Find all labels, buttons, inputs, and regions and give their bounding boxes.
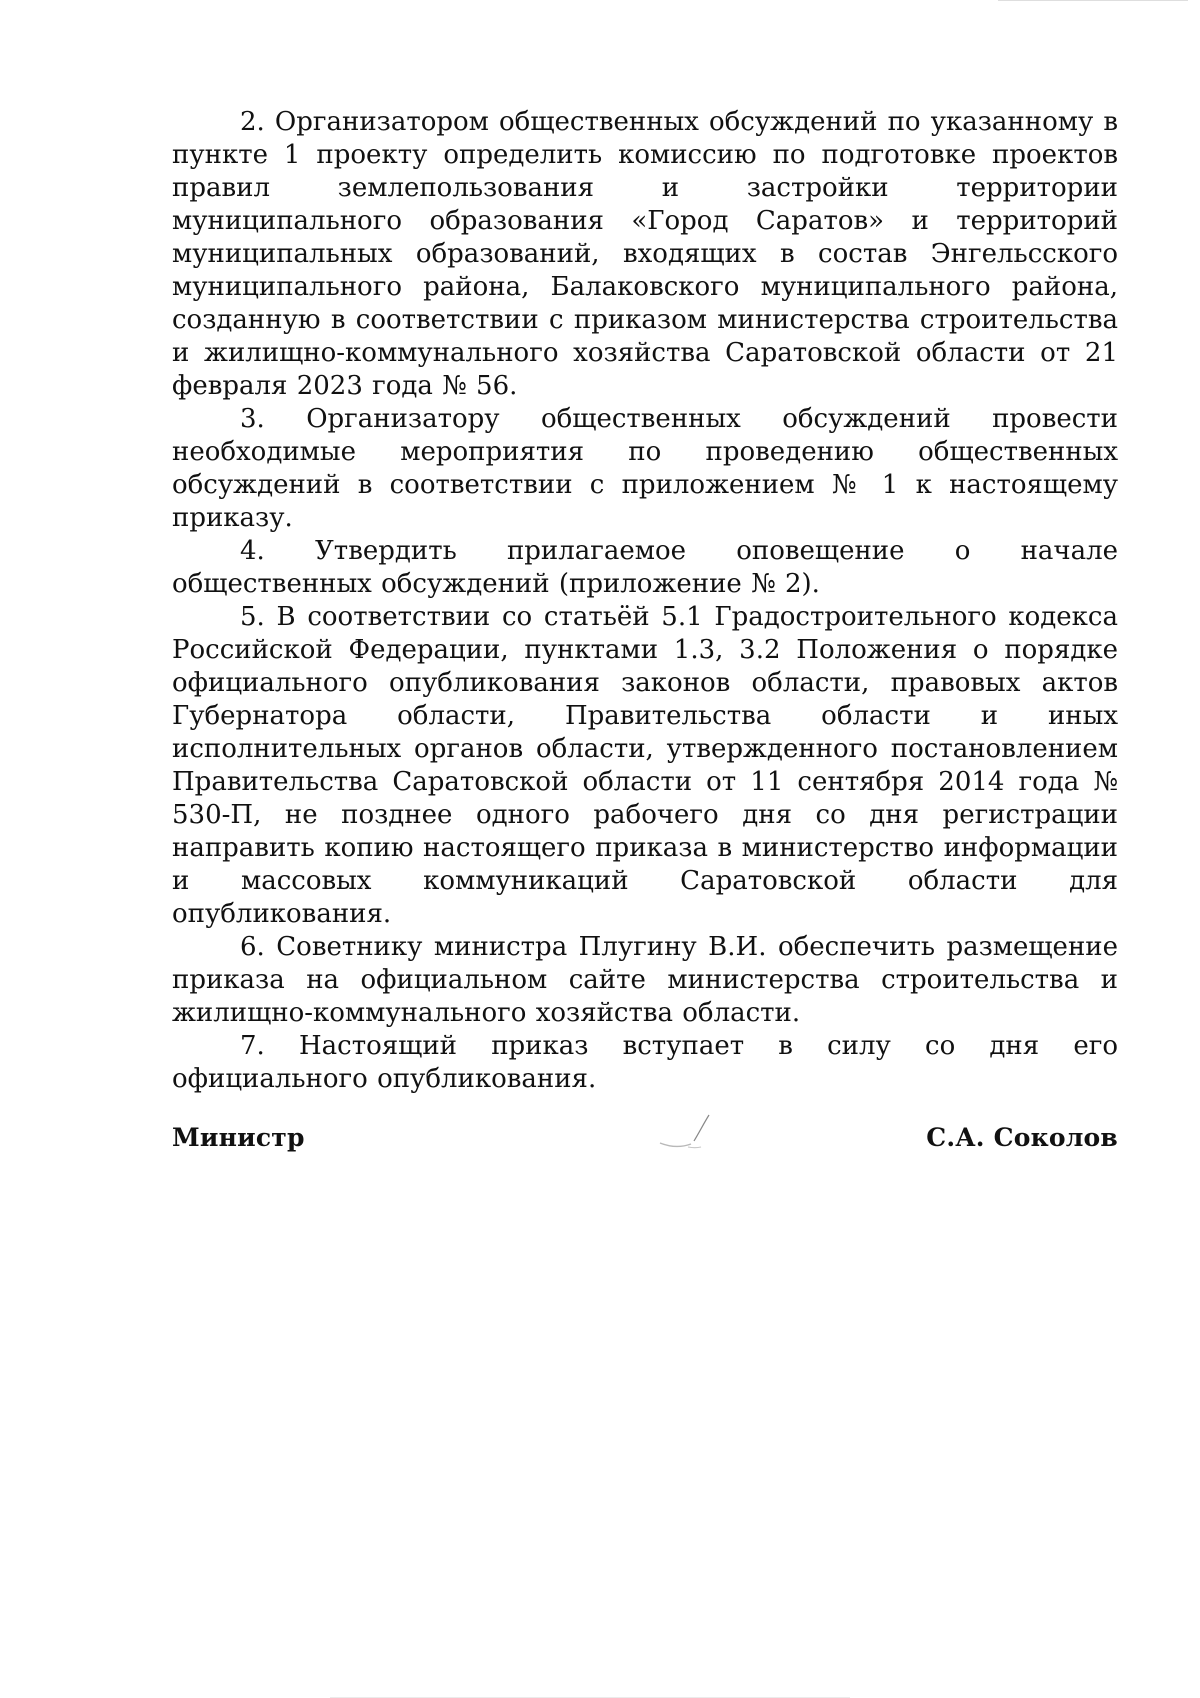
paragraph-2: 2. Организатором общественных обсуждений по указанному в пункте 1 проекту определить комиссию по подготовке проектов правил землепользования и застройки территории муниципального образования «Город Саратов» и территорий муниципальных образований, входящих в состав Энгельсского муниципального района, Балаковского муниципального района, созданную в соответствии с приказом министерства строительства и жилищно-коммунального хозяйства Саратовской области от 21 февраля 2023 года № 56. (172, 107, 1118, 401)
paragraph-4: 4. Утвердить прилагаемое оповещение о начале общественных обсуждений (приложение № 2). (172, 536, 1118, 599)
signature-block (172, 1123, 1118, 1163)
paragraph-3: 3. Организатору общественных обсуждений провести необходимые мероприятия по проведению общественных обсуждений в соответствии с приложением № 1 к настоящему приказу. (172, 404, 1118, 533)
order-body (172, 106, 1118, 1096)
paragraph-7: 7. Настоящий приказ вступает в силу со дня его официального опубликования. (172, 1031, 1118, 1094)
signatory-name: С.А. Соколов (926, 1123, 1118, 1152)
scan-artifact-bottom (330, 1693, 850, 1698)
paragraph-6: 6. Советнику министра Плугину В.И. обеспечить размещение приказа на официальном сайте министерства строительства и жилищно-коммунального хозяйства области. (172, 932, 1118, 1028)
paragraph-5: 5. В соответствии со статьёй 5.1 Градостроительного кодекса Российской Федерации, пунктами 1.3, 3.2 Положения о порядке официального опубликования законов области, правовых актов Губернатора области, Правительства области и иных исполнительных органов области, утвержденного постановлением Правительства Саратовской области от 11 сентября 2014 года № 530-П, не позднее одного рабочего дня со дня регистрации направить копию настоящего приказа в министерство информации и массовых коммуникаций Саратовской области для опубликования. (172, 602, 1118, 929)
signatory-title: Министр (172, 1123, 305, 1152)
handwritten-signature-icon (652, 1113, 742, 1159)
scan-artifact-top (998, 0, 1188, 5)
